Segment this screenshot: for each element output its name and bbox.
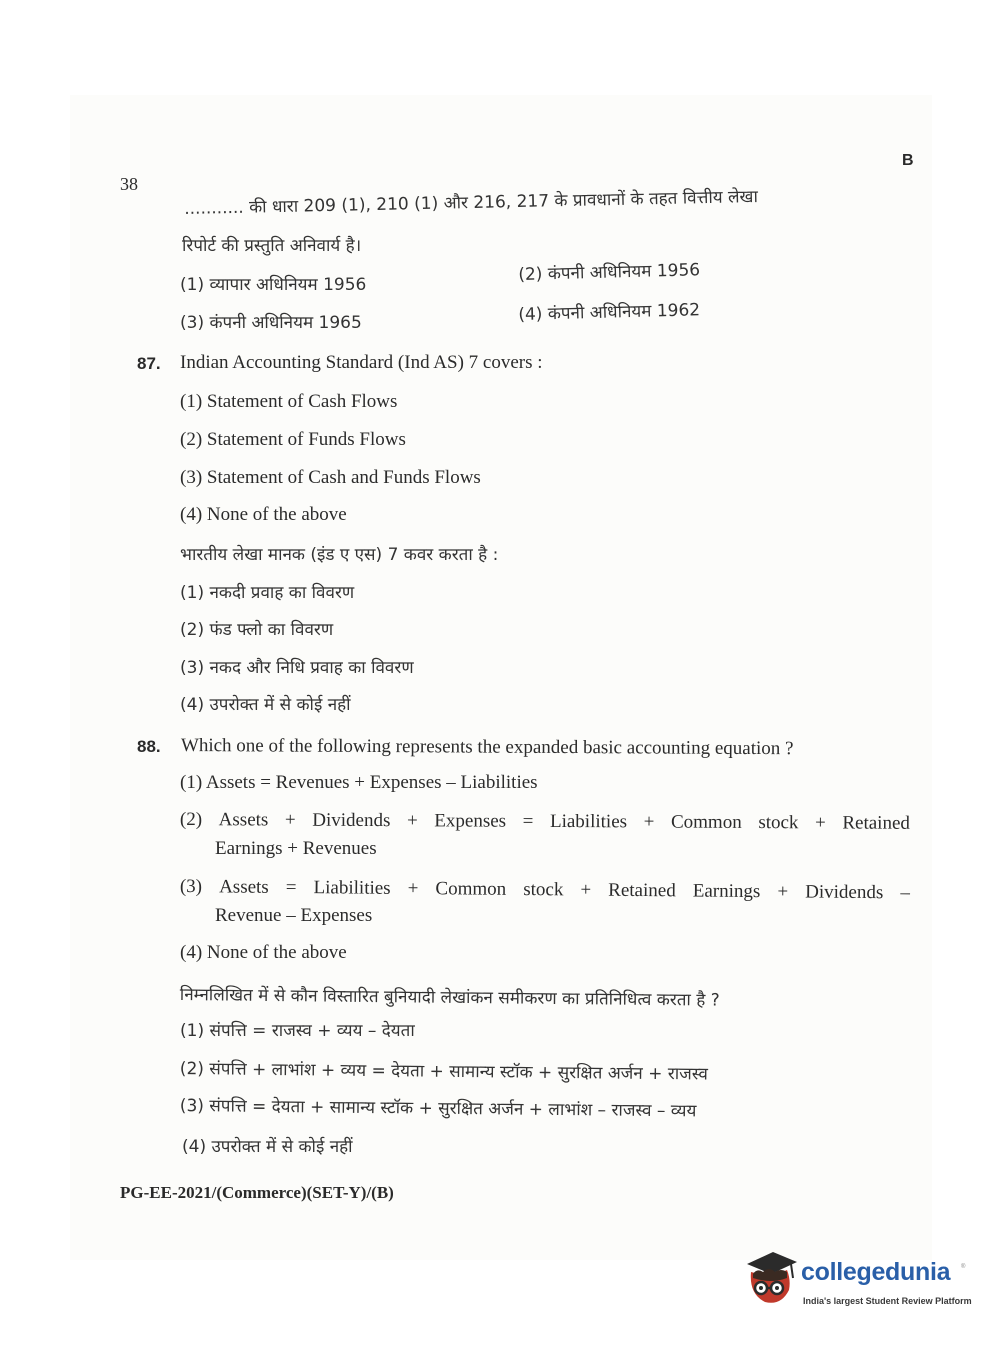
q88-opt3-token: + (580, 879, 592, 901)
q87-number: 87. (137, 354, 161, 373)
q86-hindi-stem-line1: ........... की धारा 209 (1), 210 (1) और 216, 217 के प्रावधानों के तहत वित्तीय लेखा (184, 186, 759, 219)
q87-stem-hi: भारतीय लेखा मानक (इंड ए एस) 7 कवर करता है : (180, 545, 499, 565)
q88-opt3-token: Dividends (805, 881, 884, 904)
q88-option-1-en: (1) Assets = Revenues + Expenses – Liabilities (180, 772, 538, 793)
q88-opt3-token: Retained (608, 879, 676, 902)
q88-opt3-token: + (407, 877, 419, 900)
brand-tagline: India's largest Student Review Platform (803, 1296, 972, 1306)
q88-opt2-token: = (522, 810, 534, 832)
collegedunia-watermark (743, 1248, 973, 1318)
q88-opt3-token: Earnings (692, 880, 761, 903)
q87-option-1-hi: (1) नकदी प्रवाह का विवरण (180, 583, 355, 603)
q88-opt2-token: Dividends (312, 809, 391, 832)
q88-opt2-token: Expenses (434, 810, 507, 832)
registered-mark: ® (961, 1264, 966, 1270)
q88-opt2-token: + (643, 811, 655, 833)
q86-option-1: (1) व्यापार अधिनियम 1956 (180, 275, 367, 295)
q88-opt3-token: = (285, 876, 297, 899)
footer-paper-code: PG-EE-2021/(Commerce)(SET-Y)/(B) (120, 1183, 394, 1202)
q87-stem-en: Indian Accounting Standard (Ind AS) 7 covers : (180, 352, 543, 373)
q88-option-2-en-line1 (180, 809, 910, 835)
set-letter: B (902, 152, 914, 169)
graduate-mascot-icon (743, 1250, 799, 1312)
q88-opt2-token: Assets (218, 809, 269, 831)
q88-option-3-en-line2: Revenue – Expenses (215, 905, 373, 926)
brand-name: collegedunia (801, 1258, 951, 1286)
q88-option-3-hi: (3) संपत्ति = देयता + सामान्य स्टॉक + सुरक्षित अर्जन + लाभांश – राजस्व – व्यय (179, 1095, 697, 1122)
q88-stem-hi: निम्नलिखित में से कौन विस्तारित बुनियादी लेखांकन समीकरण का प्रतिनिधित्व करता है ? (179, 984, 720, 1011)
q88-number: 88. (137, 737, 161, 756)
q88-option-2-hi: (2) संपत्ति + लाभांश + व्यय = देयता + सामान्य स्टॉक + सुरक्षित अर्जन + राजस्व (179, 1058, 708, 1085)
q87-option-3-en: (3) Statement of Cash and Funds Flows (180, 467, 481, 488)
q88-option-4-hi: (4) उपरोक्त में से कोई नहीं (182, 1137, 353, 1157)
q87-option-2-en: (2) Statement of Funds Flows (180, 429, 406, 450)
q86-hindi-stem-line2: रिपोर्ट की प्रस्तुति अनिवार्य है। (182, 236, 362, 256)
q88-opt3-token: Assets (219, 876, 269, 898)
q88-opt2-token: + (815, 812, 826, 834)
q88-option-1-hi: (1) संपत्ति = राजस्व + व्यय – देयता (180, 1021, 415, 1041)
q88-opt3-token: – (900, 882, 910, 904)
page-number: 38 (120, 174, 138, 194)
q88-opt2-token: + (284, 809, 296, 831)
q88-stem-en: Which one of the following represents the expanded basic accounting equation ? (180, 735, 794, 760)
q88-opt2-token: + (406, 810, 418, 832)
q88-opt3-token: + (777, 881, 789, 903)
q88-option-2-en-line2: Earnings + Revenues (215, 838, 377, 859)
q88-opt3-token: Common (435, 878, 507, 900)
q87-option-4-en: (4) None of the above (180, 504, 347, 525)
q88-opt3-token: (3) (179, 876, 203, 898)
q88-opt2-token: Retained (842, 812, 910, 834)
q88-opt2-token: stock (758, 812, 799, 834)
q88-opt2-token: Common (670, 811, 742, 833)
q87-option-3-hi: (3) नकद और निधि प्रवाह का विवरण (180, 658, 414, 678)
q86-option-3: (3) कंपनी अधिनियम 1965 (180, 313, 362, 333)
q86-option-4: (4) कंपनी अधिनियम 1962 (518, 300, 701, 325)
q88-option-4-en: (4) None of the above (180, 942, 347, 963)
q87-option-4-hi: (4) उपरोक्त में से कोई नहीं (180, 695, 351, 715)
q88-opt3-token: Liabilities (313, 877, 391, 899)
q88-opt2-token: (2) (179, 809, 203, 831)
q88-opt2-token: Liabilities (549, 810, 628, 833)
q87-option-1-en: (1) Statement of Cash Flows (180, 391, 398, 412)
q87-option-2-hi: (2) फंड फ्लो का विवरण (180, 620, 334, 640)
q86-option-2: (2) कंपनी अधिनियम 1956 (518, 260, 701, 285)
q88-opt3-token: stock (523, 878, 564, 901)
